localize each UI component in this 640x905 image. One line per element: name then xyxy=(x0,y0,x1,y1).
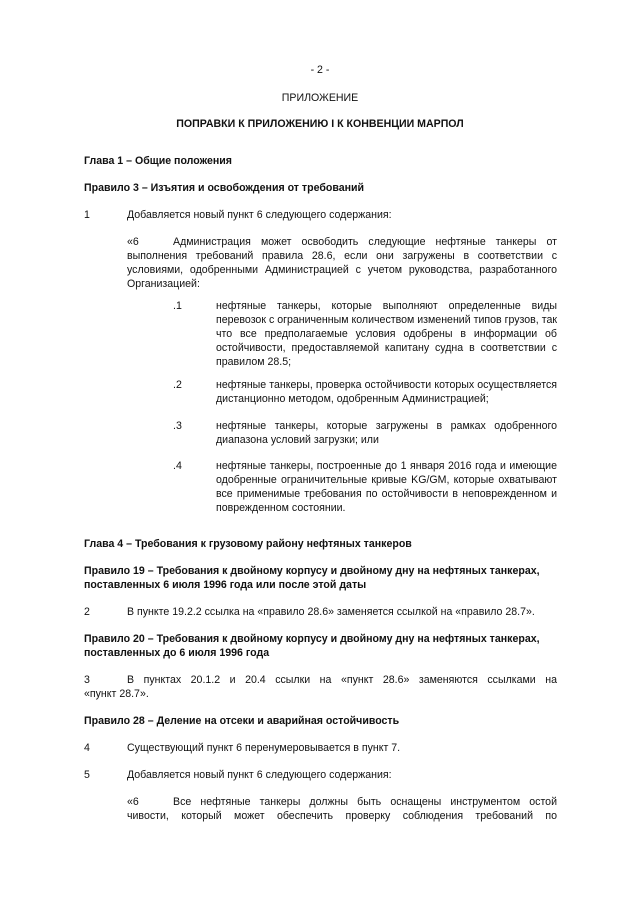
regulation-3-heading: Правило 3 – Изъятия и освобождения от требований xyxy=(84,182,365,194)
item-5-paragraph-first-line: Все нефтяные танкеры должны быть оснащены инструментом остой xyxy=(173,796,557,808)
sub-3-number: .3 xyxy=(173,420,182,432)
annex-label: ПРИЛОЖЕНИЕ xyxy=(281,92,359,104)
regulation-19-heading: Правило 19 – Требования к двойному корпусу и двойному дну на нефтяных танкерах, поставленных 6 июля 1996 года или после этой даты xyxy=(84,565,540,591)
regulation-20-heading: Правило 20 – Требования к двойному корпусу и двойному дну на нефтяных танкерах, поставленных до 6 июля 1996 года xyxy=(84,633,540,659)
item-1-paragraph-first-line: Администрация может освободить следующие нефтяные танкеры от xyxy=(173,236,557,248)
item-4-number: 4 xyxy=(84,742,90,754)
sub-1-text: нефтяные танкеры, которые выполняют определенные виды перевозок с ограниченным количеством изменений типов грузов, так что все предполагаемые условия одобрены в информации об остойчивости, предоставляемой капитану судна в соответствии с правилом 28.5; xyxy=(216,300,557,368)
document-title: ПОПРАВКИ К ПРИЛОЖЕНИЮ I К КОНВЕНЦИИ МАРПОЛ xyxy=(176,118,464,130)
item-5-text: Добавляется новый пункт 6 следующего содержания: xyxy=(127,769,392,781)
item-1-paragraph-body: выполнения требований правила 28.6, если они загружены в соответствии с условиями, одобренными Администрацией с учетом руководства, разработанного Организацией: xyxy=(127,250,557,290)
sub-1-number: .1 xyxy=(173,300,182,312)
item-1-text: Добавляется новый пункт 6 следующего содержания: xyxy=(127,209,392,221)
chapter-1-heading: Глава 1 – Общие положения xyxy=(84,155,232,167)
item-2-text: В пункте 19.2.2 ссылка на «правило 28.6» заменяется ссылкой на «правило 28.7». xyxy=(127,606,535,618)
item-5-paragraph-body: чивости, который может обеспечить проверку соблюдения требований по xyxy=(127,810,557,822)
sub-2-number: .2 xyxy=(173,379,182,391)
regulation-28-heading: Правило 28 – Деление на отсеки и аварийная остойчивость xyxy=(84,715,400,727)
sub-4-number: .4 xyxy=(173,460,182,472)
chapter-4-heading: Глава 4 – Требования к грузовому району нефтяных танкеров xyxy=(84,538,412,550)
item-4-text: Существующий пункт 6 перенумеровывается в пункт 7. xyxy=(127,742,401,754)
sub-2-text: нефтяные танкеры, проверка остойчивости которых осуществляется дистанционно методом, одобренным Администрацией; xyxy=(216,379,557,405)
item-5-paragraph-mark: «6 xyxy=(127,796,139,808)
page-number: - 2 - xyxy=(310,64,330,76)
sub-4-text: нефтяные танкеры, построенные до 1 января 2016 года и имеющие одобренные ограничительные кривые KG/GM, которые охватывают все применимые требования по остойчивости в неповрежденном и поврежденном состоянии. xyxy=(216,460,557,514)
item-3-number: 3 xyxy=(84,674,90,686)
item-1-number: 1 xyxy=(84,209,90,221)
item-2-number: 2 xyxy=(84,606,90,618)
item-3-continuation: «пункт 28.7». xyxy=(84,688,149,700)
item-3-first-line: В пунктах 20.1.2 и 20.4 ссылки на «пункт 28.6» заменяются ссылками на xyxy=(127,674,557,686)
item-1-paragraph-mark: «6 xyxy=(127,236,139,248)
sub-3-text: нефтяные танкеры, которые загружены в рамках одобренного диапазона условий загрузки; или xyxy=(216,420,557,446)
item-5-number: 5 xyxy=(84,769,90,781)
